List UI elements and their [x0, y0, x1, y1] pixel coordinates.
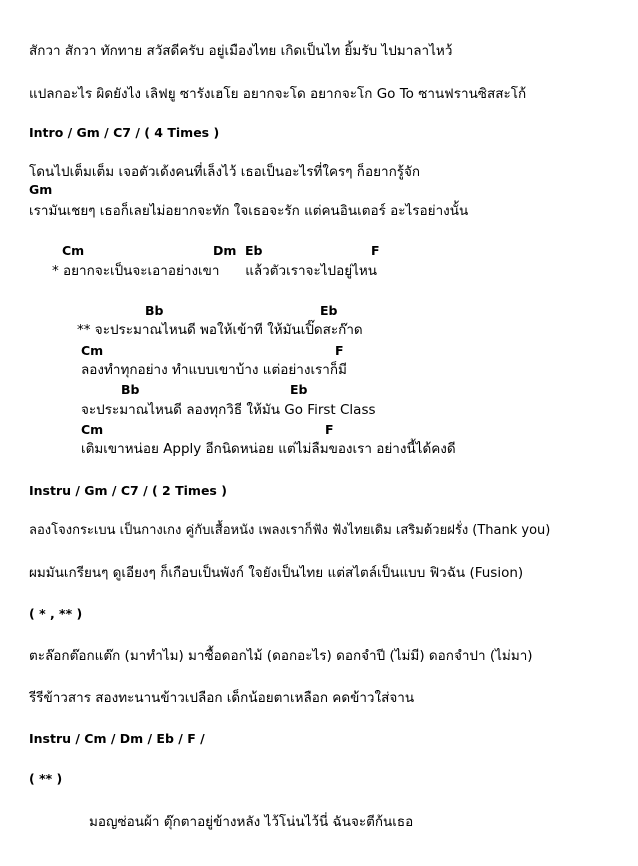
lyric-line-9: มอญซ่อนผ้า ตุ๊กตาอยู่ข้างหลัง ไว้โน่นไว้นี่ ฉันจะตีก้นเธอ [89, 814, 414, 830]
chord: F [325, 422, 334, 437]
chorus1-line: * อยากจะเป็นจะเอาอย่างเขา แล้วตัวเราจะไปอยู่ไหน [52, 263, 378, 279]
chord: Bb [121, 382, 140, 397]
lyric-line-5: ลองโจงกระเบน เป็นกางเกง คู่กับเสื้อหนัง เพลงเราก็ฟัง ฟังไทยเดิม เสริมด้วยฝรั่ง (Thank you) [29, 523, 551, 538]
chord: Cm [81, 343, 104, 358]
chorus2-line-b: ลองทำทุกอย่าง ทำแบบเขาบ้าง แต่อย่างเราก็มี [81, 362, 347, 378]
chorus2-chord-row-a [0, 303, 638, 319]
chord: Cm [81, 422, 104, 437]
lyric-line-2: แปลกอะไร ผิดยังไง เลิฟยู ซารังเฮโย อยากจะโด อยากจะโก Go To ซานฟรานซิสสะโก้ [29, 86, 527, 102]
lyric-line-8: รีรีข้าวสาร สองทะนานข้าวเปลือก เด็กน้อยตาเหลือก คดข้าวใส่จาน [29, 690, 415, 706]
chord: Dm [213, 243, 237, 258]
lyric-line-6: ผมมันเกรียนๆ ดูเอียงๆ ก็เกือบเป็นพังก์ ใจยังเป็นไทย แต่สไตล์เป็นแบบ ฟิวฉัน (Fusion) [29, 565, 524, 581]
chord: Eb [320, 303, 338, 318]
chorus2-line-c: จะประมาณไหนดี ลองทุกวิธี ให้มัน Go First Class [81, 402, 376, 418]
chord: Bb [145, 303, 164, 318]
chord: Eb [290, 382, 308, 397]
chord: F [371, 243, 380, 258]
instru-line-1: Instru / Gm / C7 / ( 2 Times ) [29, 483, 227, 498]
instru-line-2: Instru / Cm / Dm / Eb / F / [29, 731, 205, 746]
chord: F [335, 343, 344, 358]
lyric-line-7: ตะล๊อกต๊อกแต๊ก (มาทำไม) มาซื้อดอกไม้ (ดอกอะไร) ดอกจำปี (ไม่มี) ดอกจำปา (ไม่มา) [29, 648, 533, 664]
chord: Cm [62, 243, 85, 258]
chorus2-line-a: ** จะประมาณไหนดี พอให้เข้าที ให้มันเปิ๊ดสะก๊าด [77, 322, 363, 338]
repeat-line-1: ( * , ** ) [29, 606, 83, 621]
repeat-line-2: ( ** ) [29, 771, 63, 786]
lyric-line-3: โดนไปเต็มเต็ม เจอตัวเด้งคนที่เล็งไว้ เธอเป็นอะไรที่ใครๆ ก็อยากรู้จัก [29, 164, 421, 180]
chorus1-chord-row [0, 243, 638, 259]
chorus2-line-d: เติมเขาหน่อย Apply อีกนิดหน่อย แต่ไม่ลืมของเรา อย่างนี้ได้คงดี [81, 441, 456, 457]
intro-line: Intro / Gm / C7 / ( 4 Times ) [29, 125, 220, 140]
chord: Eb [245, 243, 263, 258]
chorus2-chord-row-c [0, 382, 638, 398]
chorus2-chord-row-d [0, 422, 638, 438]
lyric-line-4: เรามันเชยๆ เธอก็เลยไม่อยากจะทัก ใจเธอจะรัก แต่คนอินเตอร์ อะไรอย่างนั้น [29, 203, 469, 219]
chorus2-chord-row-b [0, 343, 638, 359]
lyric-line-1: สักวา สักวา ทักทาย สวัสดีครับ อยู่เมืองไทย เกิดเป็นไท ยิ้มรับ ไปมาลาไหว้ [29, 43, 453, 59]
chord-gm: Gm [29, 182, 53, 197]
